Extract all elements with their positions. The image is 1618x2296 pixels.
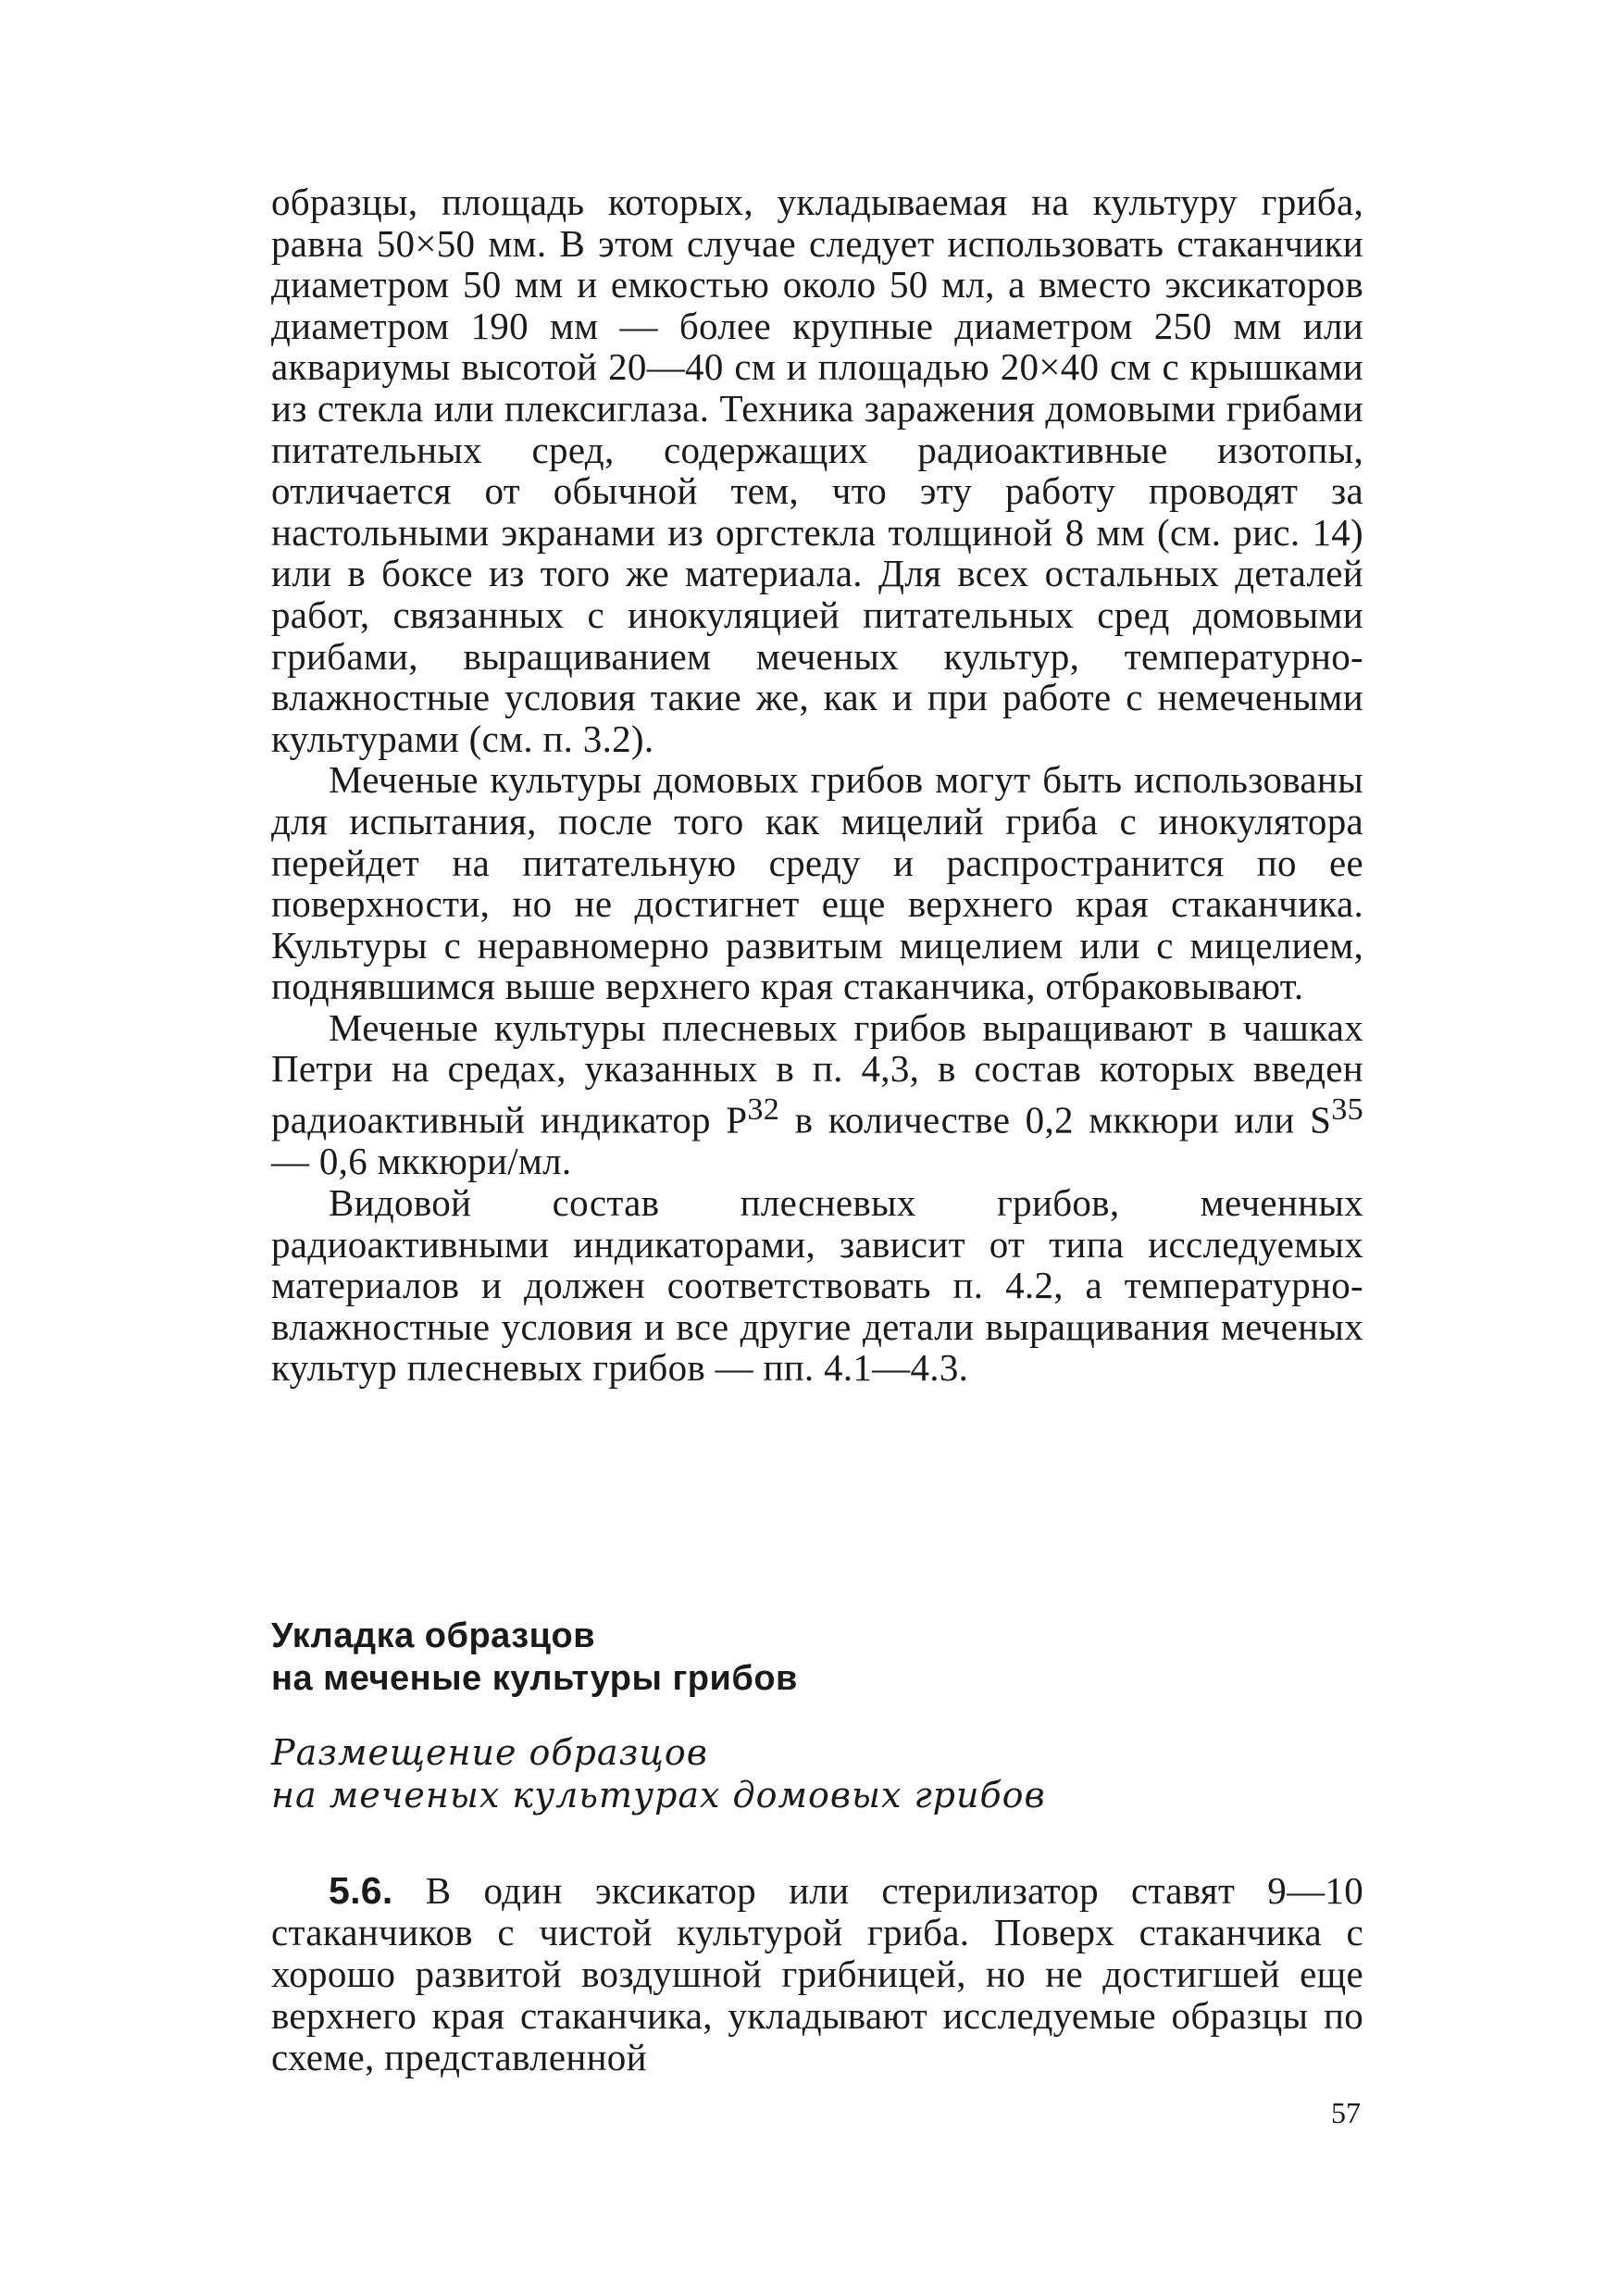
subsection-heading-line-2: на меченых культурах домовых грибов: [271, 1775, 1046, 1816]
paragraph-3-text-b: в количестве 0,2 мккюри или S: [779, 1098, 1332, 1142]
section-heading: [271, 1615, 1363, 1700]
paragraph-3-text-a: Меченые культуры плесневых грибов выращивают в чашках Петри на средах, указанных в п. 4,3, в состав которых введен радиоактивный индикатор P: [271, 1005, 1363, 1142]
paragraph-1: образцы, площадь которых, укладываемая на культуру гриба, равна 50×50 мм. В этом случае следует использовать стаканчики диаметром 50 мм и емкостью около 50 мл, а вместо эксикаторов диаметром 190 мм — более крупные диаметром 250 мм или аквариумы высотой 20—40 см и площадью 20×40 см с крышками из стекла или плексиглаза. Техника заражения домовыми грибами питательных сред, содержащих радиоактивные изотопы, отличается от обычной тем, что эту работу проводят за настольными экранами из оргстекла толщиной 8 мм (см. рис. 14) или в боксе из того же материала. Для всех остальных деталей работ, связанных с инокуляцией питательных сред домовыми грибами, выращиванием меченых культур, температурно-влажностные условия такие же, как и при работе с немечеными культурами (см. п. 3.2).: [271, 181, 1363, 760]
subsection-heading: [271, 1731, 1363, 1816]
paragraph-2: Меченые культуры домовых грибов могут быть использованы для испытания, после того как мицелий гриба с инокулятора перейдет на питательную среду и распространится по ее поверхности, но не достигнет еще верхнего края стаканчика. Культуры с неравномерно развитым мицелием или с мицелием, поднявшимся выше верхнего края стаканчика, отбраковывают.: [271, 758, 1363, 1008]
section-5-6-paragraph: [271, 1870, 1363, 2078]
paragraph-3-text-c: — 0,6 мккюри/мл.: [271, 1140, 572, 1183]
phosphorus-isotope-superscript: 32: [747, 1092, 780, 1128]
paragraph-4: Видовой состав плесневых грибов, меченных радиоактивными индикаторами, зависит от типа исследуемых материалов и должен соответствовать п. 4.2, а температурно-влажностные условия и все другие детали выращивания меченых культур плесневых грибов — пп. 4.1—4.3.: [271, 1180, 1363, 1390]
subsection-heading-line-1: Размещение образцов: [271, 1732, 708, 1773]
section-5-6-text: В один эксикатор или стерилизатор ставят 9—10 стаканчиков с чистой культурой гриба. Поверх стаканчика с хорошо развитой воздушной грибницей, но не достигшей еще верхнего края стаканчика, укладывают исследуемые образцы по схеме, представленной: [271, 1869, 1363, 2078]
sulfur-isotope-superscript: 35: [1331, 1092, 1364, 1128]
section-number: 5.6.: [329, 1869, 393, 1912]
section-5-6: [271, 1870, 1363, 2078]
section-heading-line-1: Укладка образцов: [271, 1616, 596, 1655]
page-number: 57: [1331, 2096, 1361, 2129]
section-heading-line-2: на меченые культуры грибов: [271, 1659, 798, 1698]
paragraph-3: [271, 1007, 1363, 1182]
body-text: [271, 181, 1363, 1389]
